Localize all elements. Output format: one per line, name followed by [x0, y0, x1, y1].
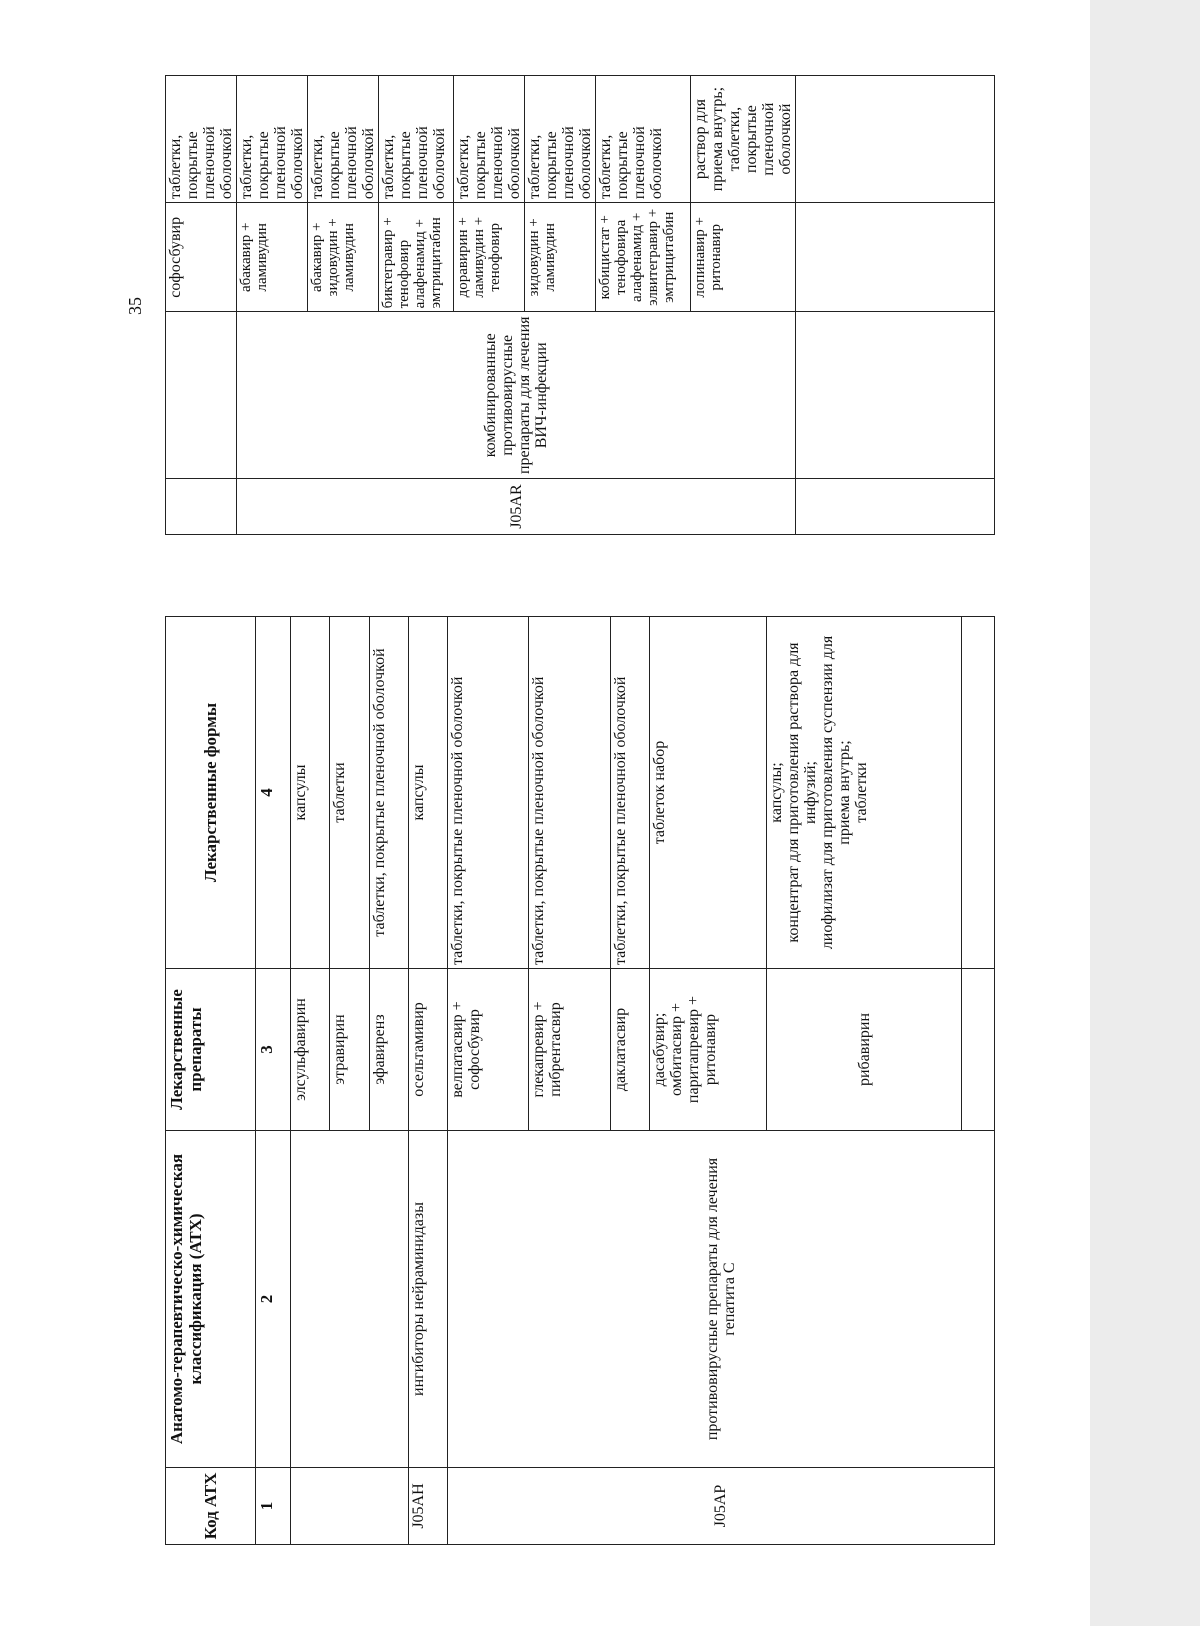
drug-cell: кобицистат + тенофовира алафенамид + элвитегравир + эмтрицитабин [596, 203, 691, 312]
form-line: таблетки, покрытые пленочной оболочкой [726, 102, 794, 176]
form-line: раствор для приема внутрь; [692, 86, 726, 192]
form-cell: таблетки, покрытые пленочной оболочкой [447, 617, 528, 969]
code-cell: J05AP [447, 1468, 994, 1545]
drug-cell: этравирин [330, 969, 369, 1131]
form-cell: таблетки, покрытые пленочной оболочкой [166, 76, 237, 203]
form-cell [691, 76, 796, 203]
table-row [237, 76, 308, 535]
code-cell [166, 479, 237, 535]
form-cell: таблетки, покрытые пленочной оболочкой [237, 76, 308, 203]
form-cell: таблетки, покрытые пленочной оболочкой [610, 617, 649, 969]
form-cell [766, 617, 961, 969]
class-cell: ингибиторы нейраминидазы [408, 1131, 447, 1468]
table-row [291, 617, 330, 1545]
rotated-content [95, 75, 1005, 1545]
form-cell: таблетки, покрытые пленочной оболочкой [308, 76, 379, 203]
header-num-3: 3 [255, 969, 291, 1131]
class-cell: противовирусные препараты для лечения гепатита С [447, 1131, 994, 1468]
form-line: концентрат для приготовления раствора для инфузий; [784, 642, 819, 943]
header-num-4: 4 [255, 617, 291, 969]
code-cell: J05AR [237, 479, 796, 535]
form-cell: таблетки, покрытые пленочной оболочкой [379, 76, 454, 203]
code-cell [291, 1468, 408, 1545]
form-cell: таблетки, покрытые пленочной оболочкой [596, 76, 691, 203]
form-cell: таблетки, покрытые пленочной оболочкой [529, 617, 610, 969]
drug-cell: эфавиренз [369, 969, 408, 1131]
drug-table-part-1 [165, 616, 995, 1545]
page-margin-shade [1090, 0, 1200, 1626]
drug-cell: даклатасвир [610, 969, 649, 1131]
table-row [408, 617, 447, 1545]
header-num-1: 1 [255, 1468, 291, 1545]
drug-table-part-2 [165, 75, 995, 535]
table-row [447, 617, 528, 1545]
form-cell: капсулы [291, 617, 330, 969]
form-cell [796, 76, 995, 203]
form-cell: таблетки, покрытые пленочной оболочкой [369, 617, 408, 969]
header-forms: Лекарственные формы [166, 617, 256, 969]
form-cell: капсулы [408, 617, 447, 969]
page-number: 35 [125, 297, 145, 315]
drug-cell: лопинавир + ритонавир [691, 203, 796, 312]
class-cell [291, 1131, 408, 1468]
form-cell: таблетки, покрытые пленочной оболочкой [454, 76, 525, 203]
form-line: таблетки [852, 762, 870, 823]
header-code: Код АТХ [166, 1468, 256, 1545]
form-line: лиофилизат для приготовления суспензии для приема внутрь; [818, 635, 853, 950]
form-cell [962, 617, 995, 969]
drug-cell: доравирин + ламивудин + тенофовир [454, 203, 525, 312]
drug-cell [962, 969, 995, 1131]
drug-cell: глекапревир + пибрентасвир [529, 969, 610, 1131]
drug-cell: дасабувир; омбитасвир + паритапревир + ритонавир [649, 969, 766, 1131]
class-cell: комбинированные противовирусные препараты для лечения ВИЧ-инфекции [237, 312, 796, 479]
header-drugs: Лекарственные препараты [166, 969, 256, 1131]
table-row [166, 76, 237, 535]
drug-cell: велпатасвир + софосбувир [447, 969, 528, 1131]
drug-cell: биктегравир + тенофовир алафенамид + эмтрицитабин [379, 203, 454, 312]
drug-cell: абакавир + зидовудин + ламивудин [308, 203, 379, 312]
drug-cell: абакавир + ламивудин [237, 203, 308, 312]
form-cell: таблеток набор [649, 617, 766, 969]
form-cell: таблетки, покрытые пленочной оболочкой [525, 76, 596, 203]
class-cell [796, 312, 995, 479]
form-cell: таблетки [330, 617, 369, 969]
drug-cell: осельтамивир [408, 969, 447, 1131]
header-num-2: 2 [255, 1131, 291, 1468]
drug-cell: элсульфавирин [291, 969, 330, 1131]
form-line: капсулы; [767, 762, 785, 823]
table-row [796, 76, 995, 535]
drug-cell: софосбувир [166, 203, 237, 312]
code-cell [796, 479, 995, 535]
drug-cell: рибавирин [766, 969, 961, 1131]
header-classification: Анатомо-терапевтическо-химическая классификация (АТХ) [166, 1131, 256, 1468]
class-cell [166, 312, 237, 479]
drug-cell [796, 203, 995, 312]
drug-cell: зидовудин + ламивудин [525, 203, 596, 312]
code-cell: J05AH [408, 1468, 447, 1545]
